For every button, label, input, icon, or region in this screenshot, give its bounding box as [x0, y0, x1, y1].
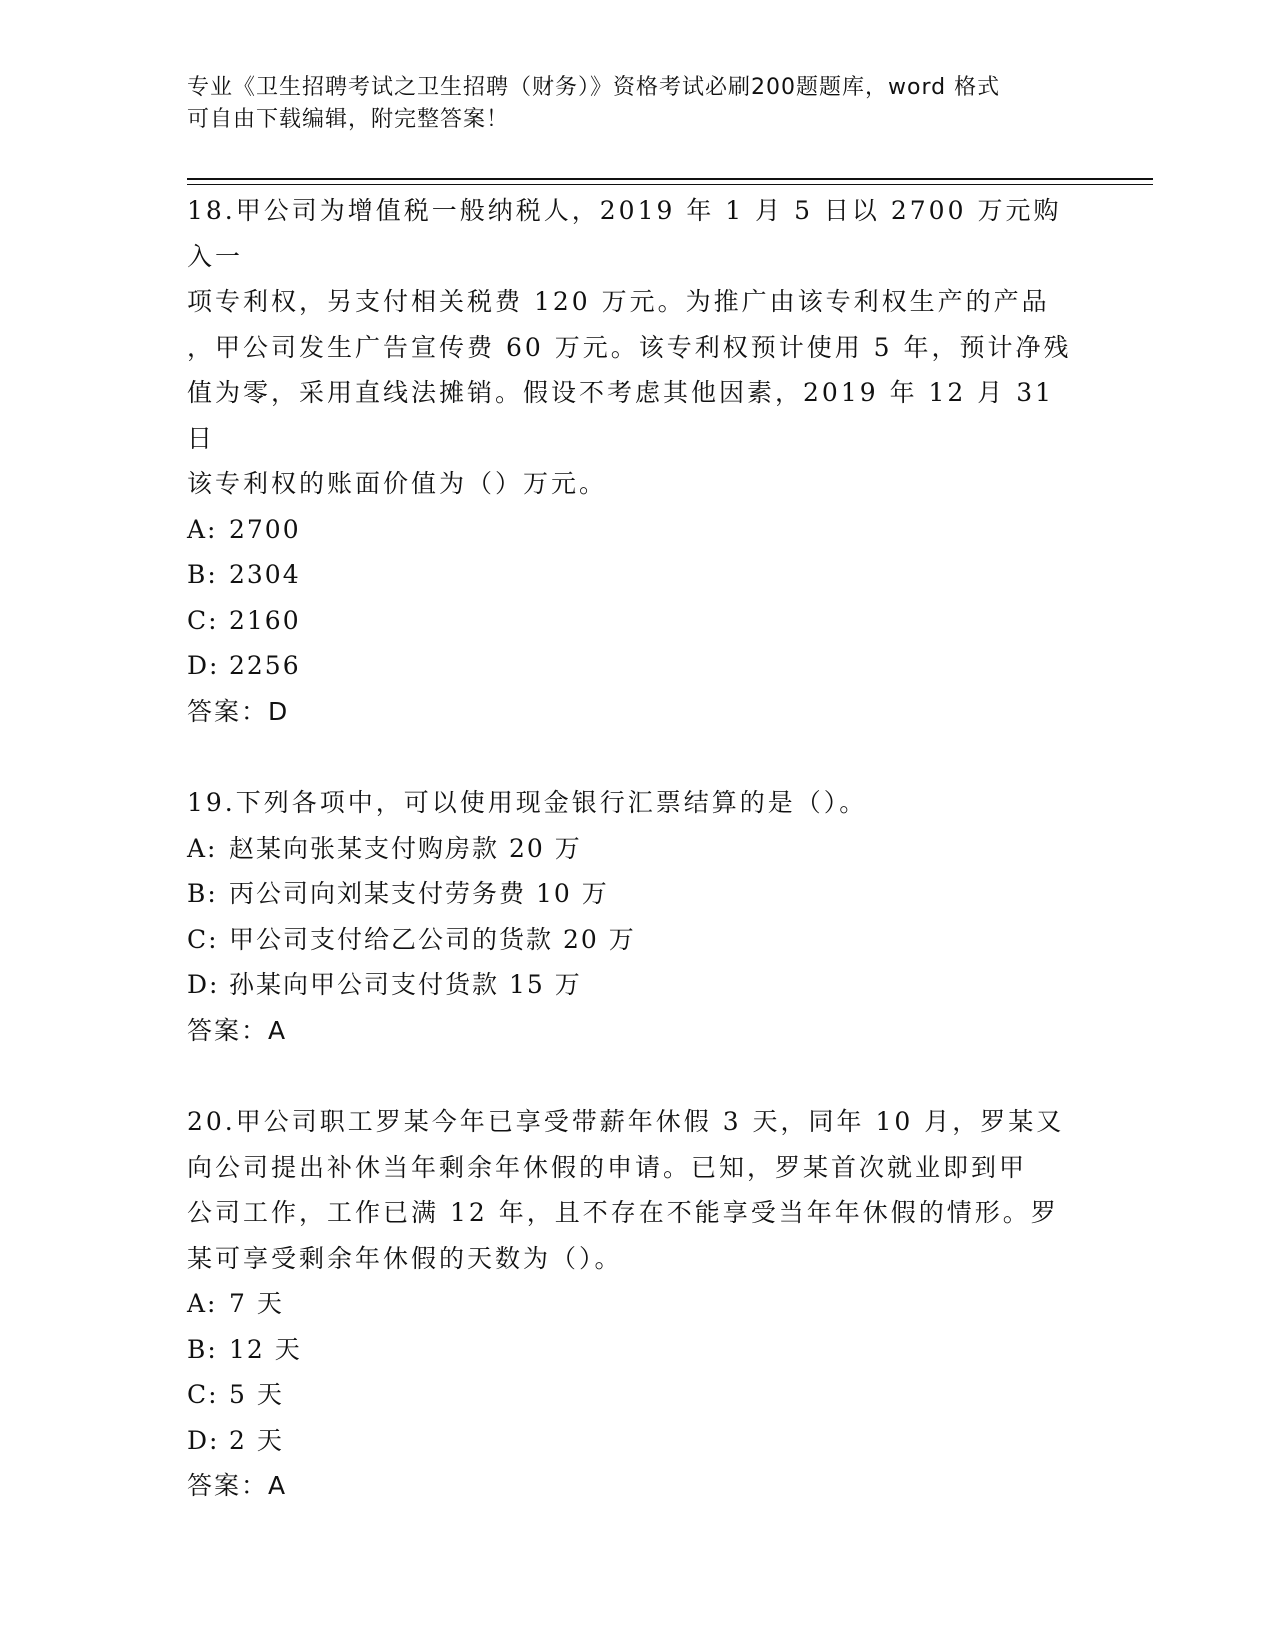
- question-stem-line: 公司工作，工作已满 12 年，且不存在不能享受当年年休假的情形。罗: [187, 1198, 1059, 1227]
- question-stem-line: 值为零，采用直线法摊销。假设不考虑其他因素，2019 年 12 月 31 日: [187, 378, 1055, 453]
- option-b: [187, 871, 1087, 917]
- option-key: C:: [187, 1380, 219, 1409]
- option-key: B:: [187, 560, 218, 589]
- question-stem-line: 项专利权，另支付相关税费 120 万元。为推广由该专利权生产的产品: [187, 287, 1050, 316]
- question-19: [187, 780, 1087, 1053]
- question-18: [187, 188, 1087, 734]
- option-c: [187, 1372, 1087, 1418]
- option-a: [187, 507, 1087, 553]
- option-key: D:: [187, 970, 220, 999]
- option-key: C:: [187, 924, 219, 954]
- option-text: 2700: [229, 514, 301, 544]
- answer-line: 答案：A: [187, 1471, 288, 1500]
- option-key: A:: [187, 833, 218, 863]
- option-key: C:: [187, 605, 219, 635]
- question-stem-line: 19.下列各项中，可以使用现金银行汇票结算的是（）。: [187, 788, 868, 817]
- answer-line: 答案：D: [187, 696, 290, 726]
- header-divider-thick: [187, 178, 1153, 180]
- option-d: [187, 1418, 1087, 1464]
- question-stem-line: 向公司提出补休当年剩余年休假的申请。已知，罗某首次就业即到甲: [187, 1152, 1028, 1182]
- question-stem-line: 该专利权的账面价值为（）万元。: [187, 469, 608, 498]
- question-stem-line: 20.甲公司职工罗某今年已享受带薪年休假 3 天，同年 10 月，罗某又: [187, 1107, 1065, 1136]
- option-text: 甲公司支付给乙公司的货款 20 万: [229, 924, 636, 954]
- option-key: A:: [187, 514, 218, 544]
- option-b: [187, 1327, 1087, 1373]
- answer-line: 答案：A: [187, 1015, 288, 1045]
- option-d: [187, 643, 1087, 689]
- option-c: [187, 598, 1087, 644]
- option-text: 孙某向甲公司支付货款 15 万: [229, 970, 582, 999]
- question-stem-line: ，甲公司发生广告宣传费 60 万元。该专利权预计使用 5 年，预计净残: [187, 332, 1072, 362]
- option-key: A:: [187, 1289, 218, 1318]
- option-text: 5 天: [229, 1380, 284, 1409]
- question-stem-line: 某可享受剩余年休假的天数为（）。: [187, 1243, 623, 1273]
- question-spacer: [187, 734, 1087, 780]
- question-list: [187, 188, 1087, 1509]
- option-text: 2160: [229, 605, 301, 635]
- question-spacer: [187, 1053, 1087, 1099]
- option-key: B:: [187, 879, 218, 908]
- option-text: 丙公司向刘某支付劳务费 10 万: [229, 879, 609, 908]
- option-a: [187, 826, 1087, 872]
- option-a: [187, 1281, 1087, 1327]
- question-20: [187, 1099, 1087, 1509]
- option-text: 2 天: [229, 1425, 284, 1455]
- header-divider-thin: [187, 184, 1153, 185]
- option-text: 7 天: [229, 1289, 284, 1318]
- option-key: B:: [187, 1334, 218, 1364]
- document-header: [187, 72, 1067, 136]
- option-text: 12 天: [229, 1334, 302, 1364]
- question-stem-line: 18.甲公司为增值税一般纳税人，2019 年 1 月 5 日以 2700 万元购入一: [187, 196, 1062, 271]
- option-d: [187, 962, 1087, 1008]
- option-key: D:: [187, 1425, 220, 1455]
- option-c: [187, 917, 1087, 963]
- option-text: 2304: [229, 560, 301, 589]
- option-b: [187, 552, 1087, 598]
- header-line-2: 可自由下载编辑，附完整答案！: [187, 107, 510, 132]
- header-line-1: 专业《卫生招聘考试之卫生招聘（财务）》资格考试必刷200题题库，word 格式: [187, 75, 1001, 100]
- option-text: 赵某向张某支付购房款 20 万: [229, 833, 582, 863]
- option-text: 2256: [229, 651, 301, 680]
- option-key: D:: [187, 651, 220, 680]
